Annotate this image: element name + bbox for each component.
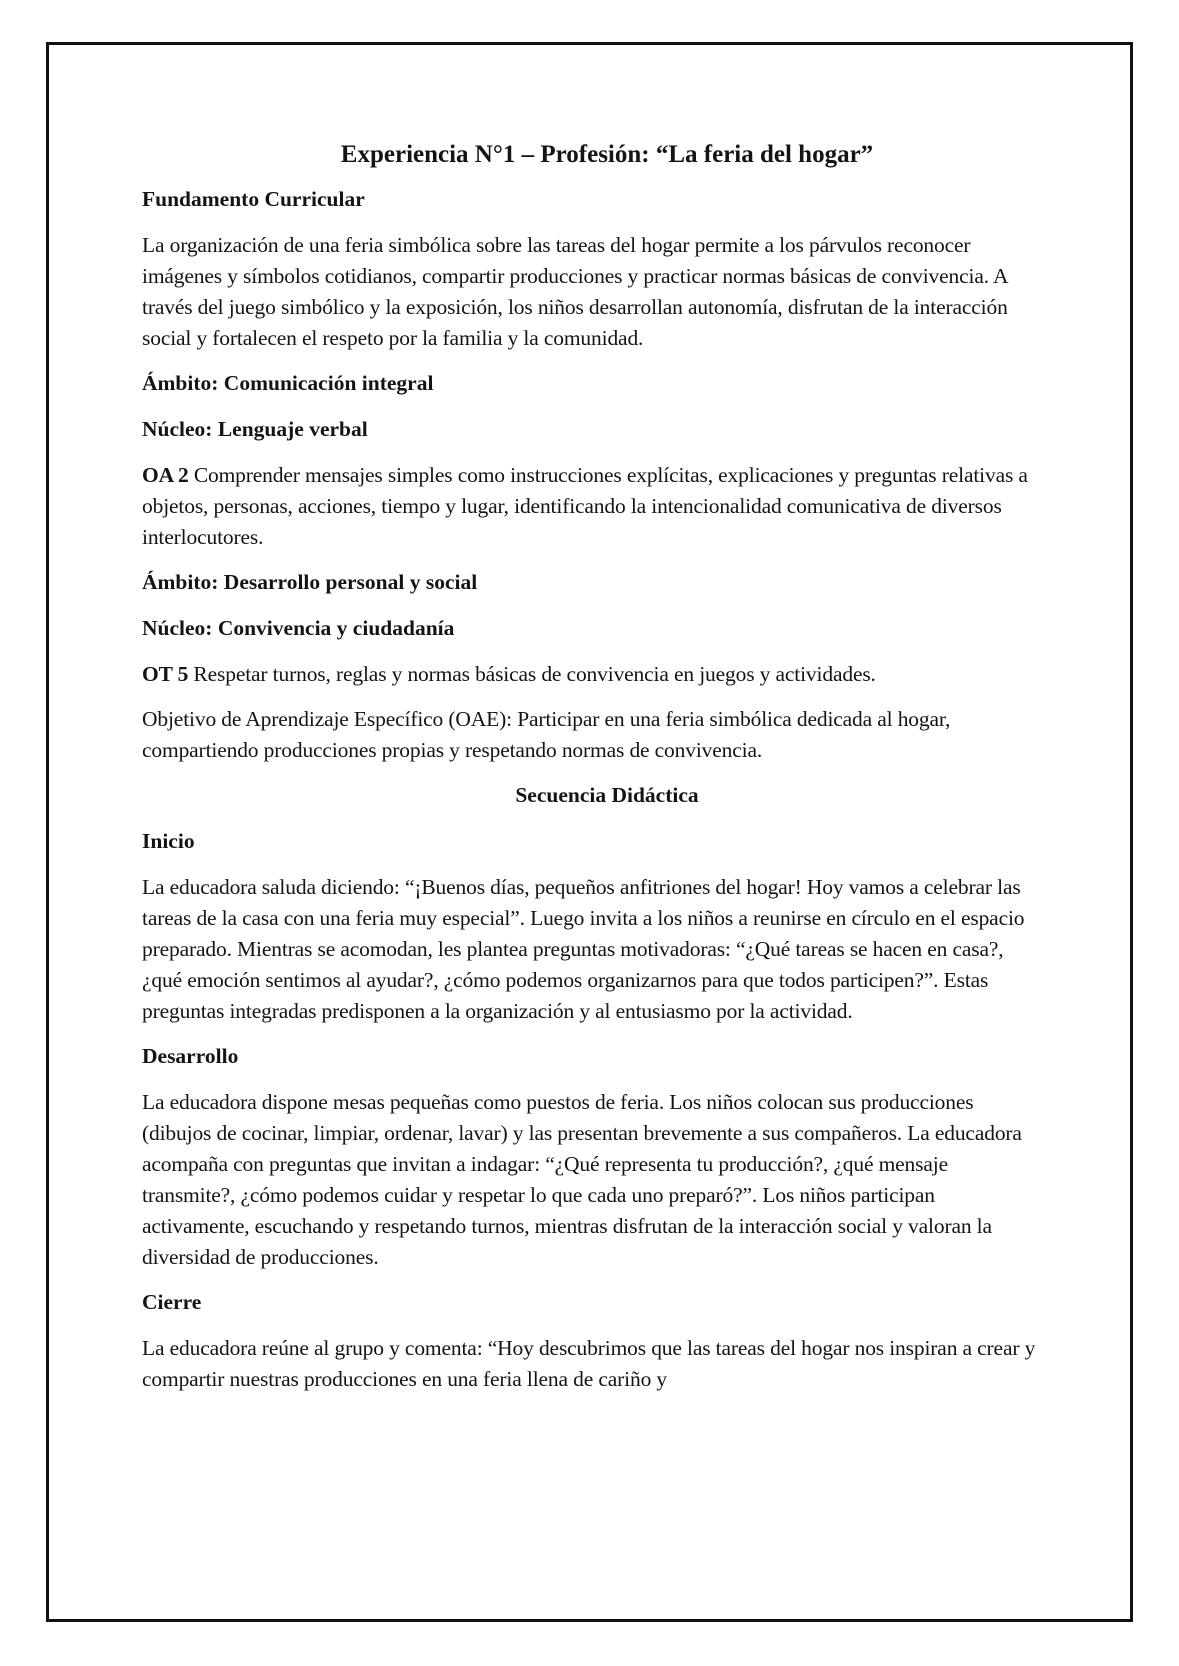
cierre-paragraph: La educadora reúne al grupo y comenta: “Hoy descubrimos que las tareas del hogar nos inspiran a crear y compartir nuestras producciones en una feria llena de cariño y	[142, 1336, 1036, 1391]
inicio-heading: Inicio	[142, 829, 195, 853]
fundamento-heading: Fundamento Curricular	[142, 187, 365, 211]
oa2-text: Comprender mensajes simples como instrucciones explícitas, explicaciones y preguntas relativas a objetos, personas, acciones, tiempo y lugar, identificando la intencionalidad comunicativa de diversos interlocutores.	[142, 463, 1028, 549]
desarrollo-paragraph: La educadora dispone mesas pequeñas como puestos de feria. Los niños colocan sus producciones (dibujos de cocinar, limpiar, ordenar, lavar) y las presentan brevemente a sus compañeros. La educadora acompaña con preguntas que invitan a indagar: “¿Qué representa tu producción?, ¿qué mensaje transmite?, ¿cómo podemos cuidar y respetar lo que cada uno preparó?”. Los niños participan activamente, escuchando y respetando turnos, mientras disfrutan de la interacción social y valoran la diversidad de producciones.	[142, 1090, 1022, 1269]
document-body	[142, 138, 1042, 1409]
nucleo-lenguaje-heading: Núcleo: Lenguaje verbal	[142, 417, 368, 441]
oa2-code: OA 2	[142, 463, 189, 487]
ot5-text: Respetar turnos, reglas y normas básicas de convivencia en juegos y actividades.	[188, 662, 876, 686]
ot5-code: OT 5	[142, 662, 189, 686]
nucleo-convivencia-heading: Núcleo: Convivencia y ciudadanía	[142, 616, 455, 640]
secuencia-title: Secuencia Didáctica	[515, 783, 699, 807]
fundamento-paragraph: La organización de una feria simbólica sobre las tareas del hogar permite a los párvulos reconocer imágenes y símbolos cotidianos, compartir producciones y practicar normas básicas de convivencia. A través del juego simbólico y la exposición, los niños desarrollan autonomía, disfrutan de la interacción social y fortalecen el respeto por la familia y la comunidad.	[142, 233, 1008, 350]
inicio-paragraph: La educadora saluda diciendo: “¡Buenos días, pequeños anfitriones del hogar! Hoy vamos a celebrar las tareas de la casa con una feria muy especial”. Luego invita a los niños a reunirse en círculo en el espacio preparado. Mientras se acomodan, les plantea preguntas motivadoras: “¿Qué tareas se hacen en casa?, ¿qué emoción sentimos al ayudar?, ¿cómo podemos organizarnos para que todos participen?”. Estas preguntas integradas predisponen a la organización y al entusiasmo por la actividad.	[142, 875, 1025, 1023]
desarrollo-heading: Desarrollo	[142, 1044, 239, 1068]
ambito-comunicacion-heading: Ámbito: Comunicación integral	[142, 371, 434, 395]
ambito-desarrollo-heading: Ámbito: Desarrollo personal y social	[142, 570, 478, 594]
cierre-heading: Cierre	[142, 1290, 202, 1314]
document-title: Experiencia N°1 – Profesión: “La feria del hogar”	[340, 141, 874, 168]
ot5-paragraph	[142, 659, 1042, 690]
oae-paragraph: Objetivo de Aprendizaje Específico (OAE): Participar en una feria simbólica dedicada al hogar, compartiendo producciones propias y respetando normas de convivencia.	[142, 707, 951, 762]
oa2-paragraph	[142, 460, 1042, 553]
